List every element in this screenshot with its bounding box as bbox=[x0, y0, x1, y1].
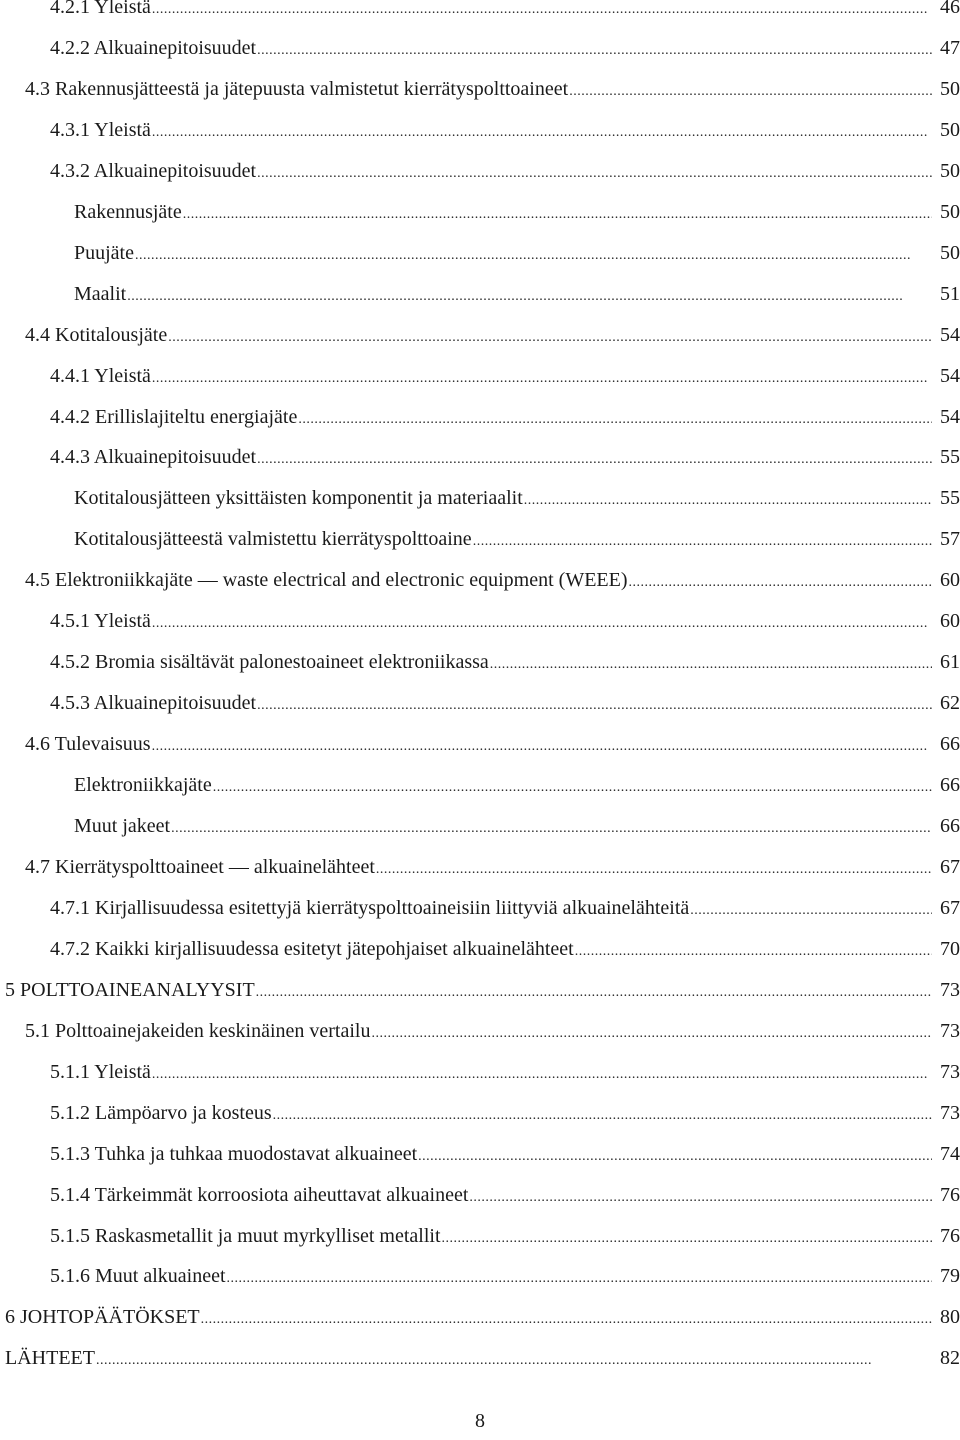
toc-entry-title: 4.4.2 Erillislajiteltu energiajäte bbox=[50, 405, 298, 428]
toc-entry[interactable] bbox=[0, 523, 960, 551]
toc-dot-leader bbox=[469, 1187, 932, 1207]
toc-dot-leader bbox=[227, 1268, 932, 1288]
toc-entry[interactable] bbox=[0, 1260, 960, 1288]
toc-entry-page: 47 bbox=[940, 36, 960, 59]
toc-dot-leader bbox=[257, 40, 932, 60]
toc-entry-title: 5.1.2 Lämpöarvo ja kosteus bbox=[50, 1101, 272, 1124]
toc-dot-leader bbox=[152, 122, 932, 142]
toc-dot-leader bbox=[490, 654, 932, 674]
toc-entry-page: 57 bbox=[940, 528, 960, 551]
toc-entry-page: 76 bbox=[940, 1224, 960, 1247]
toc-entry-page: 61 bbox=[940, 651, 960, 674]
toc-dot-leader bbox=[371, 1023, 932, 1043]
toc-dot-leader bbox=[418, 1146, 932, 1166]
toc-entry[interactable] bbox=[0, 73, 960, 101]
toc-entry-title: 4.2.2 Alkuainepitoisuudet bbox=[50, 36, 257, 59]
toc-entry-page: 46 bbox=[940, 0, 960, 18]
toc-entry[interactable] bbox=[0, 728, 960, 756]
toc-dot-leader bbox=[171, 818, 932, 838]
toc-entry[interactable] bbox=[0, 1097, 960, 1125]
toc-dot-leader bbox=[629, 572, 932, 592]
toc-dot-leader bbox=[575, 941, 932, 961]
toc-entry[interactable] bbox=[0, 769, 960, 797]
toc-entry-title: 4.5.1 Yleistä bbox=[50, 610, 151, 633]
toc-entry[interactable] bbox=[0, 441, 960, 469]
toc-entry[interactable] bbox=[0, 1220, 960, 1248]
toc-dot-leader bbox=[152, 613, 932, 633]
toc-dot-leader bbox=[96, 1350, 932, 1370]
toc-entry-page: 50 bbox=[940, 200, 960, 223]
toc-entry[interactable] bbox=[0, 892, 960, 920]
toc-entry[interactable] bbox=[0, 0, 960, 19]
toc-entry-title: Kotitalousjätteestä valmistettu kierrätyspolttoaine bbox=[74, 528, 472, 551]
toc-entry-page: 67 bbox=[940, 855, 960, 878]
toc-dot-leader bbox=[213, 777, 932, 797]
toc-entry[interactable] bbox=[0, 810, 960, 838]
toc-entry-title: Rakennusjäte bbox=[74, 200, 182, 223]
toc-entry[interactable] bbox=[0, 482, 960, 510]
toc-entry[interactable] bbox=[0, 1179, 960, 1207]
toc-entry-title: 5.1.1 Yleistä bbox=[50, 1060, 151, 1083]
toc-entry-page: 73 bbox=[940, 1019, 960, 1042]
toc-dot-leader bbox=[183, 204, 932, 224]
toc-dot-leader bbox=[257, 695, 932, 715]
toc-entry-page: 67 bbox=[940, 896, 960, 919]
page-number: 8 bbox=[475, 1410, 485, 1432]
toc-entry-title: 4.7.2 Kaikki kirjallisuudessa esitetyt jätepohjaiset alkuainelähteet bbox=[50, 937, 574, 960]
toc-entry[interactable] bbox=[0, 1301, 960, 1329]
toc-entry-title: 5.1 Polttoainejakeiden keskinäinen vertailu bbox=[25, 1019, 371, 1042]
toc-entry-page: 50 bbox=[940, 241, 960, 264]
toc-entry[interactable] bbox=[0, 646, 960, 674]
toc-entry[interactable] bbox=[0, 319, 960, 347]
toc-entry-page: 50 bbox=[940, 77, 960, 100]
toc-entry[interactable] bbox=[0, 933, 960, 961]
toc-entry-page: 55 bbox=[940, 487, 960, 510]
toc-entry-title: 4.3.2 Alkuainepitoisuudet bbox=[50, 159, 257, 182]
toc-entry-title: 5.1.5 Raskasmetallit ja muut myrkylliset metallit bbox=[50, 1224, 441, 1247]
toc-entry-page: 79 bbox=[940, 1265, 960, 1288]
toc-entry-page: 54 bbox=[940, 364, 960, 387]
toc-entry[interactable] bbox=[0, 1138, 960, 1166]
toc-dot-leader bbox=[569, 81, 932, 101]
toc-entry-page: 70 bbox=[940, 937, 960, 960]
toc-entry-title: LÄHTEET bbox=[5, 1347, 95, 1370]
toc-dot-leader bbox=[473, 531, 932, 551]
toc-entry-title: 4.5.2 Bromia sisältävät palonestoaineet elektroniikassa bbox=[50, 651, 489, 674]
toc-entry-title: Muut jakeet bbox=[74, 815, 171, 837]
toc-entry[interactable] bbox=[0, 605, 960, 633]
toc-entry[interactable] bbox=[0, 360, 960, 388]
toc-entry-page: 82 bbox=[940, 1347, 960, 1370]
toc-entry-page: 50 bbox=[940, 159, 960, 182]
toc-dot-leader bbox=[442, 1228, 933, 1248]
toc-entry-page: 50 bbox=[940, 118, 960, 141]
toc-entry-title: 5.1.4 Tärkeimmät korroosiota aiheuttavat alkuaineet bbox=[50, 1183, 469, 1206]
toc-entry[interactable] bbox=[0, 237, 960, 265]
toc-entry-title: 4.4.1 Yleistä bbox=[50, 364, 151, 387]
toc-entry-title: 5.1.3 Tuhka ja tuhkaa muodostavat alkuaineet bbox=[50, 1142, 418, 1165]
toc-entry[interactable] bbox=[0, 564, 960, 592]
toc-entry-title: 4.4.3 Alkuainepitoisuudet bbox=[50, 446, 257, 469]
toc-entry-page: 54 bbox=[940, 323, 960, 346]
toc-entry[interactable] bbox=[0, 974, 960, 1002]
toc-entry-title: 5.1.6 Muut alkuaineet bbox=[50, 1265, 226, 1288]
toc-entry-page: 51 bbox=[940, 282, 960, 305]
toc-entry-title: 4.7.1 Kirjallisuudessa esitettyjä kierrätyspolttoaineisiin liittyviä alkuainelähteitä bbox=[50, 896, 690, 919]
toc-entry[interactable] bbox=[0, 278, 960, 306]
toc-entry-page: 66 bbox=[940, 733, 960, 756]
toc-dot-leader bbox=[256, 982, 932, 1002]
toc-entry-title: 4.3 Rakennusjätteestä ja jätepuusta valmistetut kierrätyspolttoaineet bbox=[25, 77, 569, 100]
toc-entry-title: Puujäte bbox=[74, 241, 134, 264]
toc-dot-leader bbox=[135, 245, 932, 265]
toc-entry-page: 74 bbox=[940, 1142, 960, 1165]
toc-entry[interactable] bbox=[0, 851, 960, 879]
toc-entry[interactable] bbox=[0, 1342, 960, 1370]
toc-entry[interactable] bbox=[0, 155, 960, 183]
toc-entry-page: 54 bbox=[940, 405, 960, 428]
toc-entry-page: 66 bbox=[940, 815, 960, 837]
toc-dot-leader bbox=[257, 163, 932, 183]
toc-entry-title: Maalit bbox=[74, 282, 127, 305]
toc-entry-title: 4.3.1 Yleistä bbox=[50, 118, 151, 141]
toc-entry-page: 80 bbox=[940, 1306, 960, 1329]
toc-dot-leader bbox=[524, 490, 932, 510]
toc-entry-title: 4.7 Kierrätyspolttoaineet — alkuainelähteet bbox=[25, 855, 375, 878]
toc-entry[interactable] bbox=[0, 1015, 960, 1043]
toc-dot-leader bbox=[152, 736, 932, 756]
toc-entry-page: 73 bbox=[940, 1101, 960, 1124]
toc-entry-title: 4.2.1 Yleistä bbox=[50, 0, 151, 18]
toc-entry-page: 73 bbox=[940, 978, 960, 1001]
toc-entry[interactable] bbox=[0, 687, 960, 715]
toc-dot-leader bbox=[201, 1309, 932, 1329]
toc-dot-leader bbox=[127, 286, 932, 306]
toc-dot-leader bbox=[168, 327, 932, 347]
toc-entry-page: 76 bbox=[940, 1183, 960, 1206]
toc-entry-title: 6 JOHTOPÄÄTÖKSET bbox=[5, 1306, 200, 1329]
toc-dot-leader bbox=[152, 0, 932, 19]
toc-dot-leader bbox=[152, 368, 932, 388]
toc-entry[interactable] bbox=[0, 196, 960, 224]
toc-dot-leader bbox=[376, 859, 932, 879]
toc-entry-page: 60 bbox=[940, 610, 960, 633]
toc-entry-title: 4.5 Elektroniikkajäte — waste electrical and electronic equipment (WEEE) bbox=[25, 569, 628, 592]
toc-entry[interactable] bbox=[0, 32, 960, 60]
toc-dot-leader bbox=[152, 1064, 932, 1084]
toc-entry-page: 55 bbox=[940, 446, 960, 469]
toc-entry-page: 66 bbox=[940, 774, 960, 797]
toc-entry-page: 73 bbox=[940, 1060, 960, 1083]
toc-entry[interactable] bbox=[0, 1056, 960, 1084]
toc-entry-page: 62 bbox=[940, 692, 960, 715]
toc-entry-title: Elektroniikkajäte bbox=[74, 774, 212, 797]
toc-entry-title: 4.6 Tulevaisuus bbox=[25, 733, 151, 756]
toc-entry-title: 5 POLTTOAINEANALYYSIT bbox=[5, 978, 255, 1001]
toc-entry-title: 4.4 Kotitalousjäte bbox=[25, 323, 168, 346]
toc-dot-leader bbox=[298, 409, 932, 429]
toc-entry-title: Kotitalousjätteen yksittäisten komponentit ja materiaalit bbox=[74, 487, 523, 510]
toc-dot-leader bbox=[690, 900, 932, 920]
toc-entry[interactable] bbox=[0, 114, 960, 142]
toc-dot-leader bbox=[257, 449, 932, 469]
toc-entry[interactable] bbox=[0, 401, 960, 429]
toc-entry-page: 60 bbox=[940, 569, 960, 592]
toc-dot-leader bbox=[273, 1105, 932, 1125]
toc-entry-title: 4.5.3 Alkuainepitoisuudet bbox=[50, 692, 257, 715]
